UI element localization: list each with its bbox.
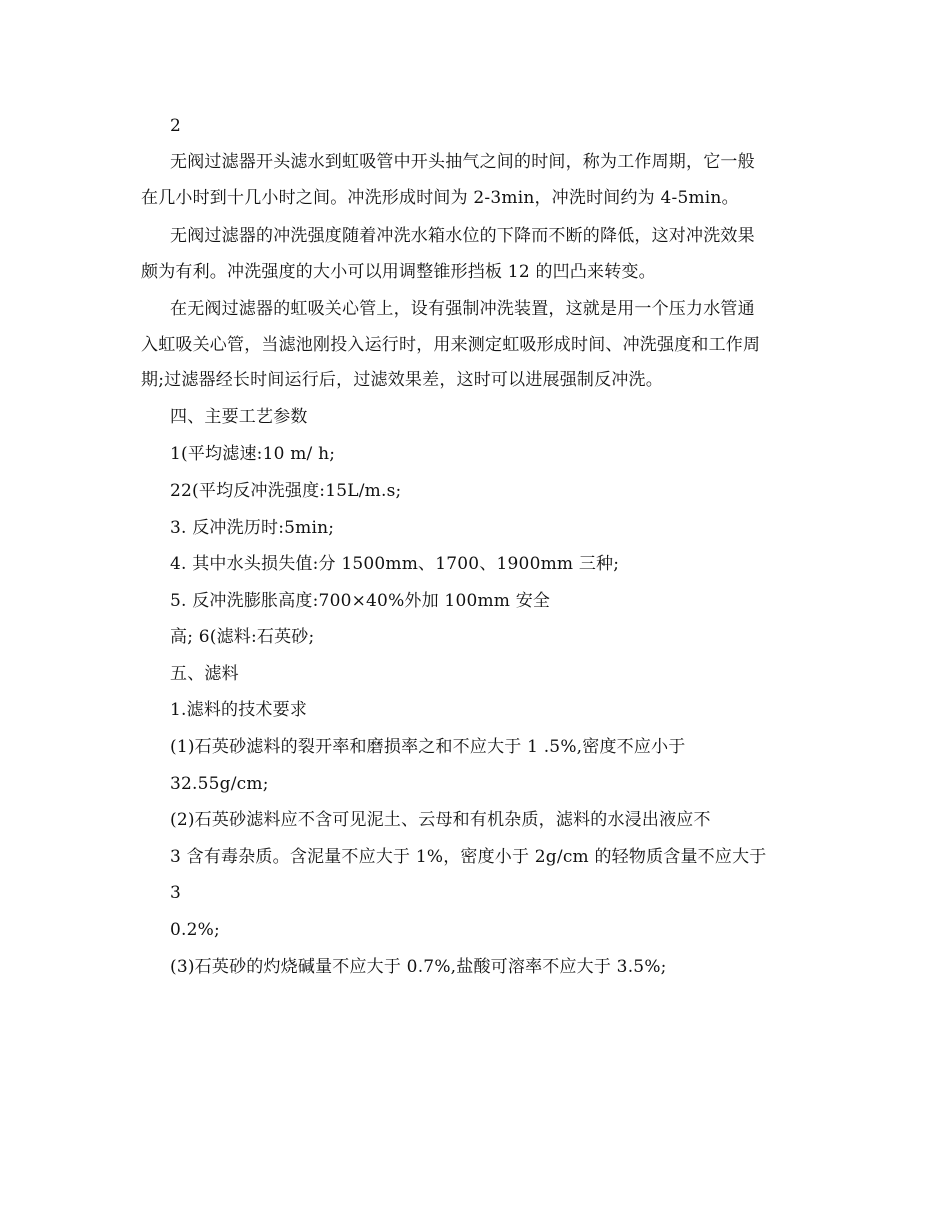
section-5-heading: 五、滤料 [170,664,239,684]
param-item-3: 3. 反冲洗历时:5min; [170,518,335,538]
param-item-2: 22(平均反冲洗强度:15L/m.s; [170,481,402,501]
param-item-4: 4. 其中水头损失值:分 1500mm、1700、1900mm 三种; [170,554,620,574]
section-5-subheading: 1.滤料的技术要求 [170,700,308,720]
page-number: 2 [170,116,182,136]
filter-requirement-line-4: 3 含有毒杂质。含泥量不应大于 1%，密度小于 2g/cm 的轻物质含量不应大于 [170,847,767,867]
section-4-heading: 四、主要工艺参数 [170,407,308,427]
paragraph-2-line-2: 颇为有利。冲洗强度的大小可以用调整锥形挡板 12 的凹凸来转变。 [141,262,656,282]
filter-requirement-line-2: 32.55g/cm; [170,774,269,794]
filter-requirement-line-7: (3)石英砂的灼烧碱量不应大于 0.7%,盐酸可溶率不应大于 3.5%; [170,957,667,977]
param-item-5: 5. 反冲洗膨胀高度:700×40%外加 100mm 安全 [170,591,551,611]
paragraph-1-line-1: 无阀过滤器开头滤水到虹吸管中开头抽气之间的时间，称为工作周期，它一般 [170,152,755,172]
filter-requirement-line-3: (2)石英砂滤料应不含可见泥土、云母和有机杂质，滤料的水浸出液应不 [170,810,711,830]
paragraph-3-line-2: 入虹吸关心管，当滤池刚投入运行时，用来测定虹吸形成时间、冲洗强度和工作周 [141,335,761,355]
param-item-1: 1(平均滤速:10 m/ h; [170,444,336,464]
paragraph-3-line-3: 期;过滤器经长时间运行后，过滤效果差，这时可以进展强制反冲洗。 [141,370,663,390]
filter-requirement-line-1: (1)石英砂滤料的裂开率和磨损率之和不应大于 1 .5%,密度不应小于 [170,737,686,757]
paragraph-2-line-1: 无阀过滤器的冲洗强度随着冲洗水箱水位的下降而不断的降低，这对冲洗效果 [170,226,755,246]
paragraph-1-line-2: 在几小时到十几小时之间。冲洗形成时间为 2-3min，冲洗时间约为 4-5min。 [141,188,739,208]
filter-requirement-line-5: 3 [170,883,182,903]
filter-requirement-line-6: 0.2%; [170,920,220,940]
paragraph-3-line-1: 在无阀过滤器的虹吸关心管上，设有强制冲洗装置，这就是用一个压力水管通 [170,299,755,319]
param-item-6: 高; 6(滤料:石英砂; [170,627,315,647]
